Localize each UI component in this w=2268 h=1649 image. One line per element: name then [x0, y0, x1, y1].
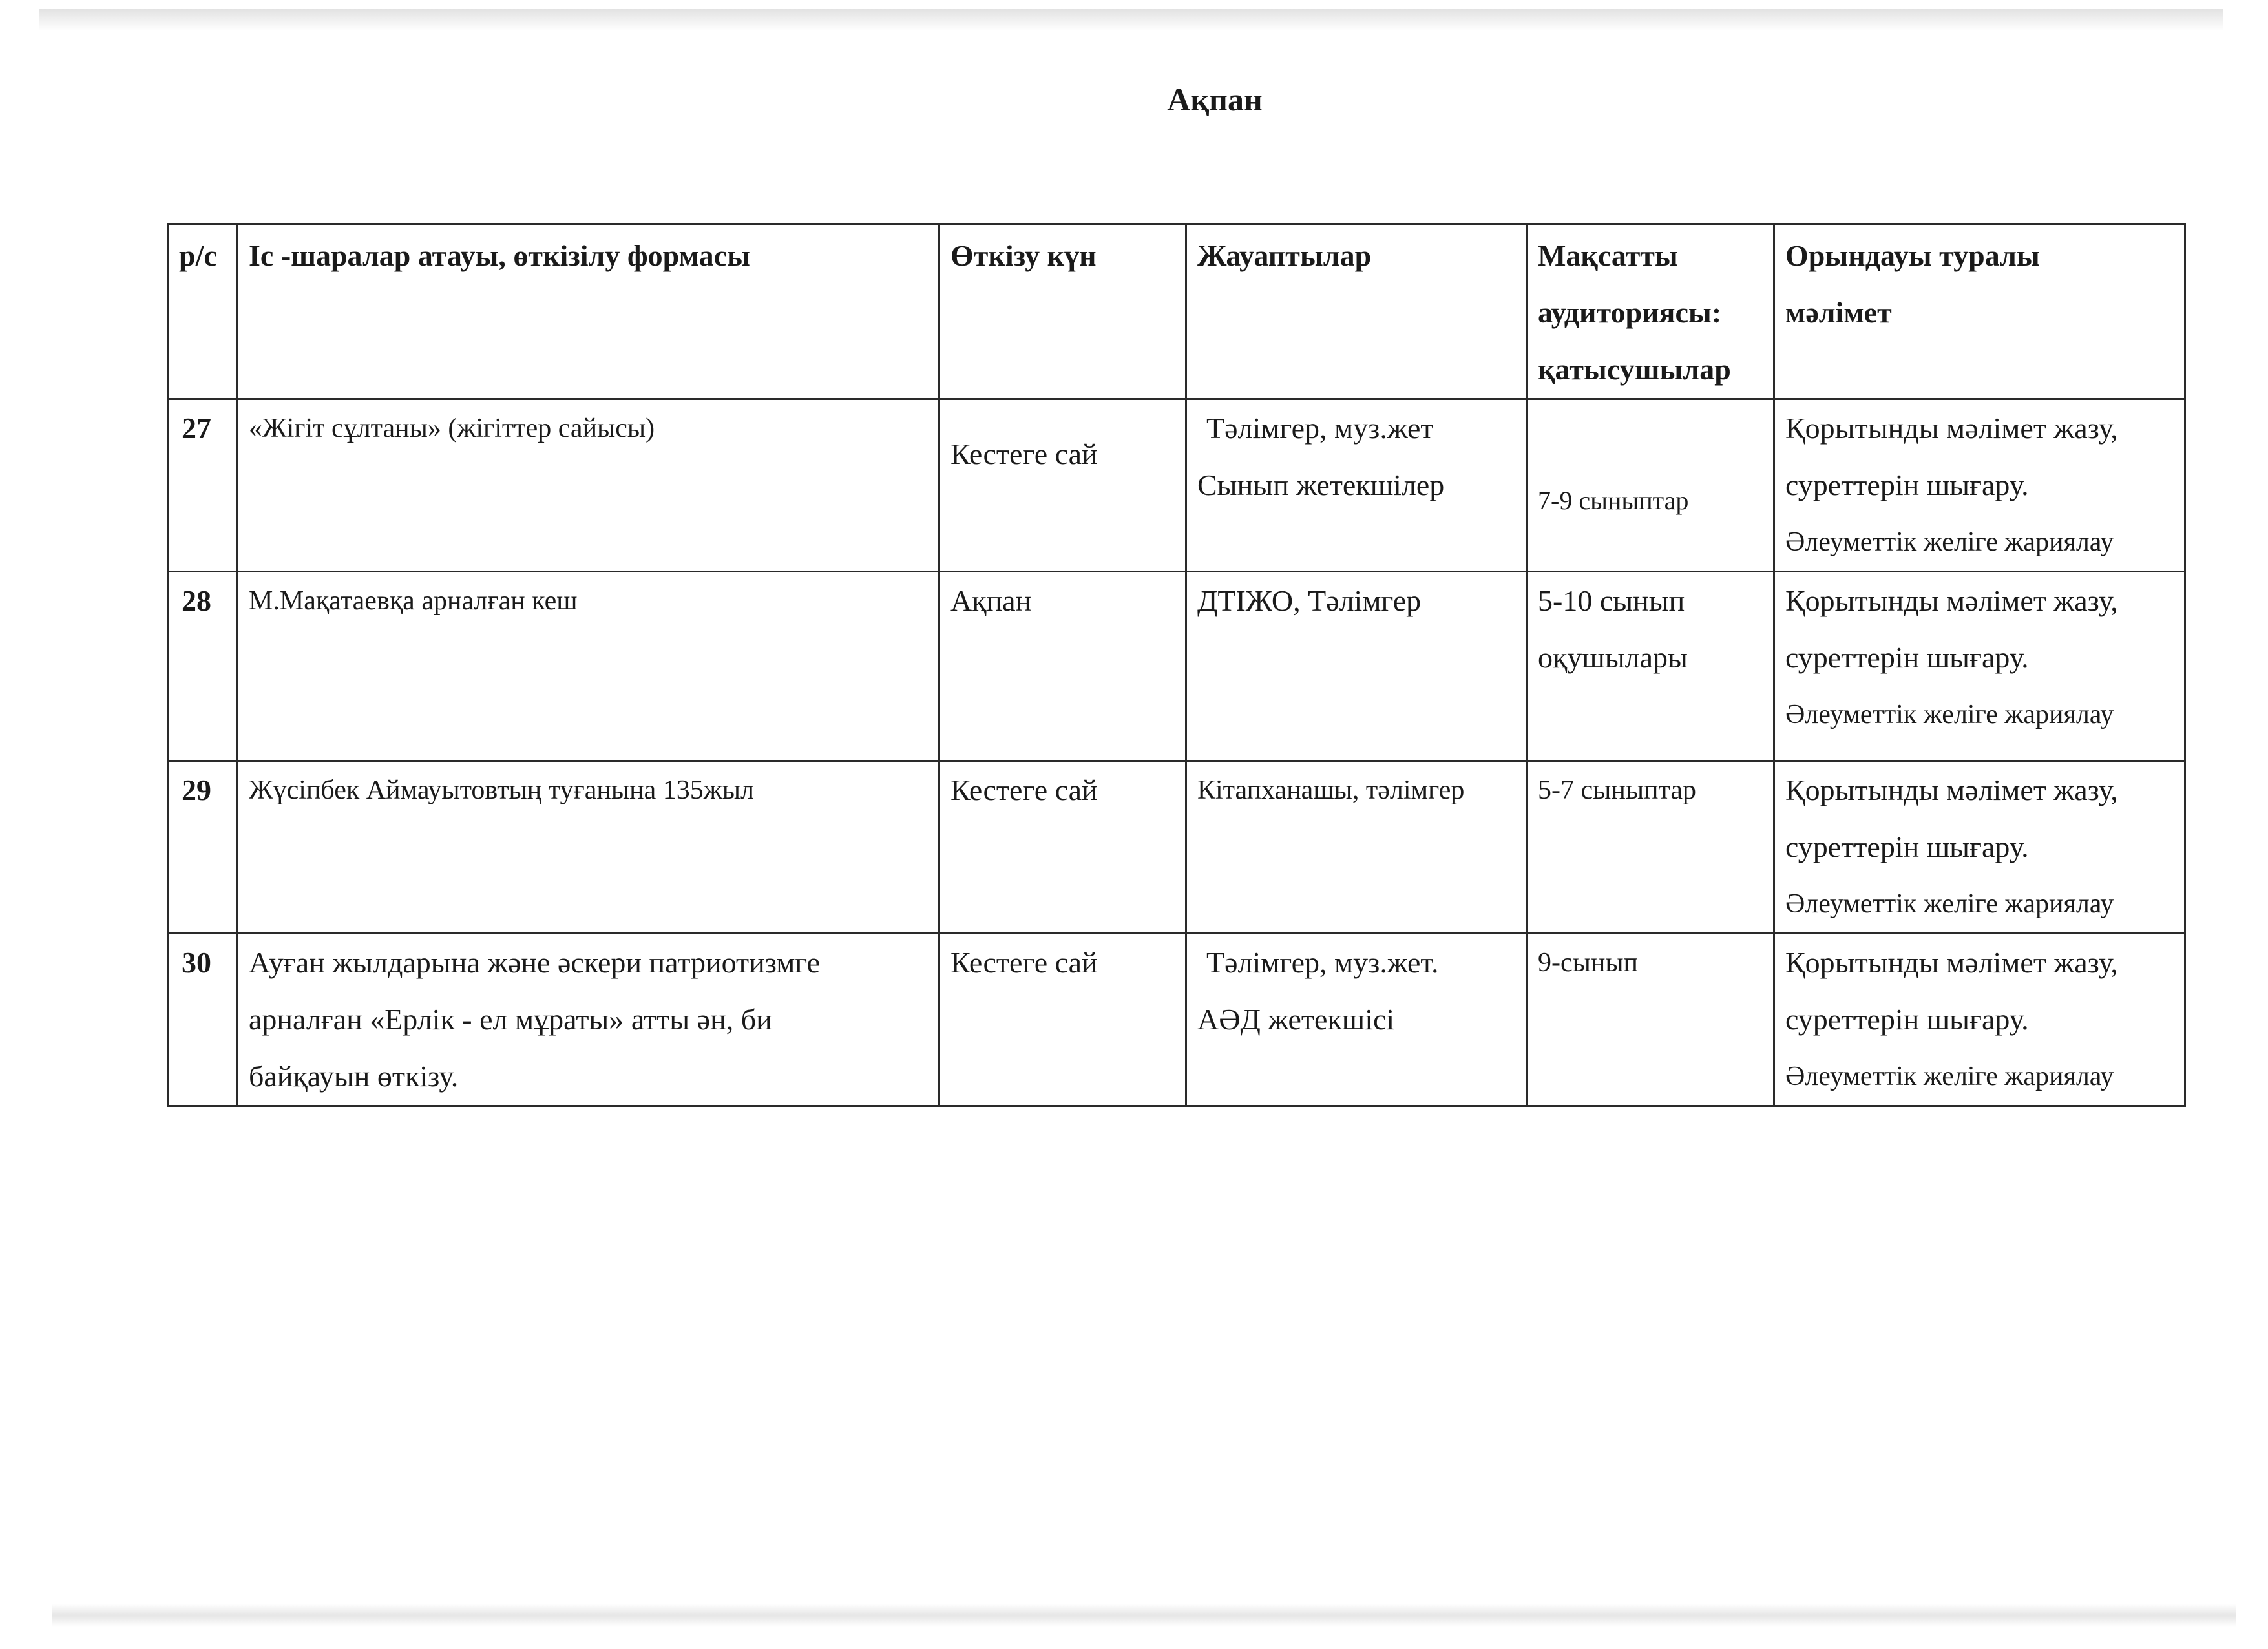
event-line: байқауын өткізу. — [249, 1060, 459, 1093]
report-line: Қорытынды мәлімет жазу, — [1785, 773, 2118, 806]
audience-line: 5-10 сынып — [1538, 584, 1685, 617]
date-text: Кестеге сай — [950, 946, 1098, 979]
header-event: Іс -шаралар атауы, өткізілу формасы — [238, 224, 940, 399]
report-line: суреттерін шығару. — [1785, 830, 2029, 863]
event-line: «Жігіт сұлтаны» (жігіттер сайысы) — [249, 414, 655, 443]
table-row — [168, 399, 2185, 572]
header-audience-line: қатысушылар — [1538, 353, 1731, 386]
row-date — [940, 399, 1186, 572]
report-line: Әлеуметтік желіге жариялау — [1785, 1062, 2114, 1091]
report-line: суреттерін шығару. — [1785, 641, 2029, 674]
audience-line: оқушылары — [1538, 641, 1688, 674]
row-report — [1774, 399, 2185, 572]
row-responsible — [1186, 934, 1527, 1106]
header-responsible: Жауаптылар — [1186, 224, 1527, 399]
row-report — [1774, 761, 2185, 934]
table-header-row — [168, 224, 2185, 399]
row-responsible — [1186, 761, 1527, 934]
row-event — [238, 761, 940, 934]
row-number: 30 — [168, 934, 238, 1106]
header-num: р/с — [168, 224, 238, 399]
event-line: М.Мақатаевқа арналған кеш — [249, 586, 578, 616]
date-text: Кестеге сай — [950, 773, 1098, 806]
row-event — [238, 934, 940, 1106]
audience-line: 7-9 сыныптар — [1538, 486, 1689, 515]
row-number: 28 — [168, 572, 238, 761]
row-number: 27 — [168, 399, 238, 572]
header-audience — [1527, 224, 1774, 399]
row-audience — [1527, 572, 1774, 761]
row-audience — [1527, 934, 1774, 1106]
row-audience — [1527, 761, 1774, 934]
audience-line: 5-7 сыныптар — [1538, 775, 1697, 805]
responsible-line: Сынып жетекшілер — [1197, 468, 1445, 501]
responsible-line: Тәлімгер, муз.жет. — [1206, 946, 1439, 979]
date-text: Ақпан — [950, 584, 1032, 617]
event-line: Ауған жылдарына және әскери патриотизмге — [249, 946, 821, 979]
date-text: Кестеге сай — [950, 437, 1098, 470]
responsible-line: Кітапханашы, тәлімгер — [1197, 775, 1465, 805]
header-report — [1774, 224, 2185, 399]
report-line: Әлеуметтік желіге жариялау — [1785, 527, 2114, 557]
table-row — [168, 572, 2185, 761]
report-line: Қорытынды мәлімет жазу, — [1785, 584, 2118, 617]
row-number: 29 — [168, 761, 238, 934]
header-audience-line: Мақсатты — [1538, 239, 1678, 272]
row-date — [940, 761, 1186, 934]
report-line: Әлеуметтік желіге жариялау — [1785, 700, 2114, 730]
row-responsible — [1186, 399, 1527, 572]
event-line: арналған «Ерлік - ел мұраты» атты ән, би — [249, 1003, 772, 1036]
scan-edge-top — [39, 9, 2223, 31]
row-audience — [1527, 399, 1774, 572]
event-line: Жүсіпбек Аймауытовтың туғанына 135жыл — [249, 775, 754, 805]
report-line: суреттерін шығару. — [1785, 1003, 2029, 1036]
row-date — [940, 934, 1186, 1106]
page-title: Ақпан — [1167, 81, 1263, 118]
report-line: Қорытынды мәлімет жазу, — [1785, 412, 2118, 445]
table-row — [168, 934, 2185, 1106]
responsible-line: Тәлімгер, муз.жет — [1206, 412, 1434, 445]
report-line: суреттерін шығару. — [1785, 468, 2029, 501]
report-line: Қорытынды мәлімет жазу, — [1785, 946, 2118, 979]
row-event — [238, 399, 940, 572]
row-report — [1774, 934, 2185, 1106]
header-report-line: мәлімет — [1785, 296, 1892, 329]
report-line: Әлеуметтік желіге жариялау — [1785, 889, 2114, 919]
events-table — [167, 223, 2186, 1107]
row-date — [940, 572, 1186, 761]
header-date: Өткізу күн — [940, 224, 1186, 399]
table-row — [168, 761, 2185, 934]
header-report-line: Орындауы туралы — [1785, 239, 2040, 272]
responsible-line: АӘД жетекшісі — [1197, 1003, 1395, 1036]
row-responsible — [1186, 572, 1527, 761]
row-event — [238, 572, 940, 761]
responsible-line: ДТІЖО, Тәлімгер — [1197, 584, 1422, 617]
row-report — [1774, 572, 2185, 761]
audience-line: 9-сынып — [1538, 948, 1639, 978]
header-audience-line: аудиториясы: — [1538, 296, 1722, 329]
scan-edge-bottom — [52, 1604, 2236, 1627]
